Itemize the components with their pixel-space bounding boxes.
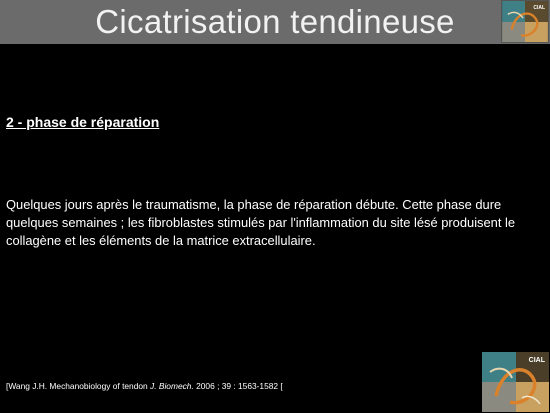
logo-label: CIAL (533, 5, 545, 11)
section-heading: 2 - phase de réparation (6, 114, 160, 130)
slide-title: Cicatrisation tendineuse (95, 3, 455, 40)
reference-suffix: 2006 ; 39 : 1563-1582 [ (193, 381, 283, 391)
cial-logo-top (501, 0, 549, 43)
cial-logo-bottom (482, 352, 549, 412)
logo-label: CIAL (528, 357, 545, 364)
title-bar (0, 0, 550, 44)
reference-journal: J. Biomech. (150, 381, 194, 391)
body-paragraph: Quelques jours après le traumatisme, la phase de réparation débute. Cette phase dure quelques semaines ; les fibroblastes stimulés par l'inflammation du site lésé produisent le collagène et les éléments de la matrice extracellulaire. (6, 197, 516, 248)
reference-prefix: [Wang J.H. Mechanobiology of tendon (6, 381, 151, 391)
bibliographic-reference (6, 381, 283, 392)
